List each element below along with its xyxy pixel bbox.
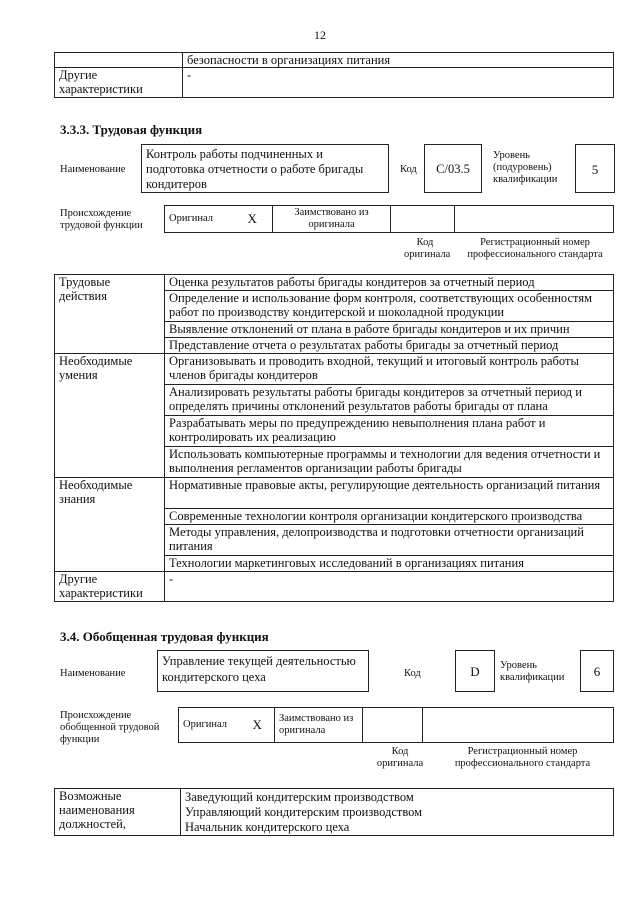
name-label: Наименование bbox=[60, 164, 126, 175]
level-value: 5 bbox=[591, 162, 599, 177]
gen-original-label: Оригинал bbox=[179, 708, 241, 743]
gen-level-value-box bbox=[580, 650, 614, 692]
level-label: Уровень (подуровень) квалификации bbox=[493, 150, 558, 185]
skill-item: Организовывать и проводить входной, текущий и итоговый контроль работы членов бригады кондитеров bbox=[165, 354, 614, 385]
position-item: Управляющий кондитерским производством bbox=[185, 805, 423, 819]
gen-code-original-label: Код оригинала bbox=[376, 746, 424, 769]
section-333-heading: 3.3.3. Трудовая функция bbox=[60, 122, 203, 137]
gen-origin-code-cell bbox=[363, 708, 423, 743]
skill-item: Использовать компьютерные программы и технологии для ведения отчетности и выполнения регламентов организации работы бригады bbox=[165, 447, 614, 478]
position-item: Начальник кондитерского цеха bbox=[185, 820, 350, 834]
page-number: 12 bbox=[314, 28, 326, 42]
knowledge-item: Технологии маркетинговых исследований в организациях питания bbox=[165, 556, 614, 572]
knowledge-item: Современные технологии контроля организации кондитерского производства bbox=[165, 509, 614, 525]
knowledge-item: Нормативные правовые акты, регулирующие деятельность организаций питания bbox=[165, 478, 614, 509]
original-label: Оригинал bbox=[165, 206, 233, 233]
original-mark: X bbox=[233, 206, 273, 233]
gen-code-value-box bbox=[455, 650, 495, 692]
other-characteristics-value: - bbox=[165, 572, 614, 602]
skill-item: Разрабатывать меры по предупреждению невыполнения плана работ и контролировать их реализацию bbox=[165, 416, 614, 447]
gen-function-name-value: Управление текущей деятельностью кондитерского цеха bbox=[162, 654, 356, 684]
top-table-row1-text: безопасности в организациях питания bbox=[183, 53, 614, 68]
code-value-box bbox=[424, 144, 482, 193]
gen-origin-table bbox=[178, 707, 614, 743]
labor-action-item: Выявление отклонений от плана в работе бригады кондитеров и их причин bbox=[165, 322, 614, 338]
origin-code-cell bbox=[391, 206, 455, 233]
gen-origin-reg-cell bbox=[423, 708, 614, 743]
other-characteristics-label: Другие характеристики bbox=[55, 572, 165, 602]
labor-action-item: Представление отчета о результатах работы бригады за отчетный период bbox=[165, 338, 614, 354]
code-label: Код bbox=[400, 164, 417, 175]
gen-name-label: Наименование bbox=[60, 668, 126, 679]
top-table-empty-cell bbox=[55, 53, 183, 68]
positions-list bbox=[181, 789, 614, 836]
positions-label: Возможные наименования должностей, bbox=[55, 789, 181, 836]
section-34-heading: 3.4. Обобщенная трудовая функция bbox=[60, 629, 269, 644]
code-value: C/03.5 bbox=[436, 162, 470, 176]
level-value-box bbox=[575, 144, 615, 193]
top-table-other-label: Другие характеристики bbox=[55, 68, 183, 98]
top-table-other-value: - bbox=[183, 68, 614, 98]
skill-item: Анализировать результаты работы бригады кондитеров за отчетный период и определять причины отклонений результатов работы бригады от плана bbox=[165, 385, 614, 416]
reg-number-label: Регистрационный номер профессионального стандарта bbox=[467, 237, 603, 260]
gen-level-value: 6 bbox=[593, 664, 601, 679]
skills-label: Необходимые умения bbox=[55, 354, 165, 478]
gen-borrowed-label: Заимствовано из оригинала bbox=[275, 708, 363, 743]
positions-table bbox=[54, 788, 614, 836]
origin-reg-cell bbox=[455, 206, 614, 233]
labor-actions-label: Трудовые действия bbox=[55, 275, 165, 354]
function-name-box bbox=[141, 144, 389, 193]
knowledge-item: Методы управления, делопроизводства и подготовки отчетности организаций питания bbox=[165, 525, 614, 556]
code-original-label: Код оригинала bbox=[404, 237, 451, 260]
labor-action-item: Определение и использование форм контроля, соответствующих особенностям работ по производству кондитерской и шоколадной продукции bbox=[165, 291, 614, 322]
top-table bbox=[54, 52, 614, 98]
function-name-value: Контроль работы подчиненных и подготовка отчетности о работе бригады кондитеров bbox=[146, 147, 364, 191]
gen-function-name-box bbox=[157, 650, 369, 692]
gen-origin-label: Происхождение обобщенной трудовой функции bbox=[60, 710, 160, 745]
knowledge-label: Необходимые знания bbox=[55, 478, 165, 572]
gen-original-mark: X bbox=[241, 708, 275, 743]
gen-code-value: D bbox=[470, 664, 480, 679]
origin-label: Происхождение трудовой функции bbox=[60, 208, 143, 231]
gen-code-label: Код bbox=[404, 668, 421, 679]
origin-table bbox=[164, 205, 614, 233]
gen-level-label: Уровень квалификации bbox=[500, 660, 565, 683]
position-item: Заведующий кондитерским производством bbox=[185, 790, 414, 804]
borrowed-label: Заимствовано из оригинала bbox=[273, 206, 391, 233]
labor-function-table bbox=[54, 274, 614, 602]
labor-action-item: Оценка результатов работы бригады кондитеров за отчетный период bbox=[165, 275, 614, 291]
gen-reg-number-label: Регистрационный номер профессионального стандарта bbox=[454, 746, 591, 769]
